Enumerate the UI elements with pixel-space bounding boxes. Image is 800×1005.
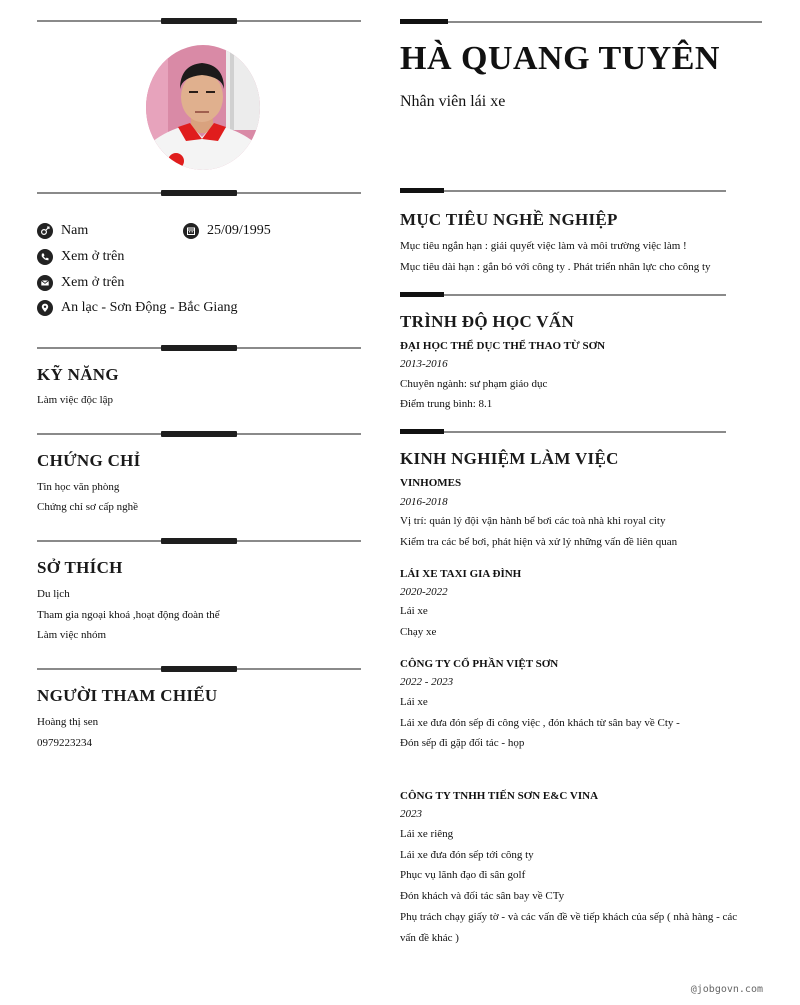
job-period: 2016-2018	[400, 496, 448, 508]
gender-row	[37, 223, 88, 239]
job-company: CÔNG TY TNHH TIẾN SƠN E&C VINA	[400, 790, 599, 802]
education-period: 2013-2016	[400, 358, 448, 370]
job-line: Phục vụ lãnh đạo đi sân golf	[400, 869, 526, 881]
references-title: NGƯỜI THAM CHIẾU	[37, 686, 218, 705]
phone-value: Xem ở trên	[61, 249, 125, 264]
job-line: Lái xe riêng	[400, 828, 454, 840]
job-line: Kiểm tra các bể bơi, phát hiện và xử lý những vấn đề liên quan	[400, 536, 678, 548]
hobby-item: Du lịch	[37, 588, 70, 600]
divider-experience	[400, 431, 726, 433]
education-line: Chuyên ngành: sư phạm giáo dục	[400, 378, 548, 390]
job-line: Vị trí: quản lý đội vận hành bể bơi các toà nhà khi royal city	[400, 515, 666, 527]
location-pin-icon	[37, 300, 53, 316]
job-line: Lái xe đưa đón sếp tới công ty	[400, 849, 534, 861]
job-company: LÁI XE TAXI GIA ĐÌNH	[400, 568, 522, 580]
education-line: Điểm trung bình: 8.1	[400, 398, 493, 410]
address-value: An lạc - Sơn Động - Bắc Giang	[61, 300, 238, 315]
candidate-name: HÀ QUANG TUYÊN	[400, 40, 720, 77]
job-position: Nhân viên lái xe	[400, 93, 506, 110]
job-line: Đón khách và đối tác sân bay về CTy	[400, 890, 565, 902]
school-name: ĐẠI HỌC THỂ DỤC THỂ THAO TỪ SƠN	[400, 340, 606, 352]
divider-references	[37, 668, 361, 670]
job-line: vấn đề khác )	[400, 932, 459, 944]
reference-item: Hoàng thị sen	[37, 716, 99, 728]
job-line: Lái xe	[400, 605, 428, 617]
divider-objective	[400, 190, 726, 192]
job-period: 2023	[400, 808, 422, 820]
hobbies-title: SỞ THÍCH	[37, 558, 123, 577]
birthday-row	[183, 223, 271, 239]
email-icon	[37, 275, 53, 291]
divider-education	[400, 294, 726, 296]
skill-item: Làm việc độc lập	[37, 394, 114, 406]
job-company: VINHOMES	[400, 477, 462, 489]
certificates-title: CHỨNG CHỈ	[37, 451, 141, 470]
divider-certificates	[37, 433, 361, 435]
email-row	[37, 275, 124, 291]
job-line: Chạy xe	[400, 626, 437, 638]
objective-title: MỤC TIÊU NGHỀ NGHIỆP	[400, 210, 618, 229]
job-line: Đón sếp đi gặp đối tác - họp	[400, 737, 525, 749]
divider-top-left	[37, 20, 361, 22]
certificate-item: Tin học văn phòng	[37, 481, 120, 493]
calendar-icon	[183, 223, 199, 239]
job-period: 2022 - 2023	[400, 676, 454, 688]
experience-title: KINH NGHIỆM LÀM VIỆC	[400, 449, 619, 468]
gender-icon	[37, 223, 53, 239]
job-period: 2020-2022	[400, 586, 448, 598]
certificate-item: Chứng chỉ sơ cấp nghề	[37, 501, 138, 513]
job-company: CÔNG TY CỔ PHẦN VIỆT SƠN	[400, 658, 559, 670]
divider-hobbies	[37, 540, 361, 542]
address-row	[37, 300, 238, 316]
hobby-item: Tham gia ngoại khoá ,hoạt động đoàn thể	[37, 609, 220, 621]
divider-top-right	[400, 21, 762, 23]
skills-title: KỸ NĂNG	[37, 365, 119, 384]
job-line: Lái xe	[400, 696, 428, 708]
hobby-item: Làm việc nhóm	[37, 629, 107, 641]
divider-below-avatar	[37, 192, 361, 194]
watermark: @jobgovn.com	[690, 984, 763, 995]
education-title: TRÌNH ĐỘ HỌC VẤN	[400, 312, 575, 331]
objective-item: Mục tiêu ngắn hạn : giải quyết việc làm và môi trường việc làm !	[400, 240, 687, 252]
divider-skills	[37, 347, 361, 349]
avatar	[146, 45, 260, 170]
gender-value: Nam	[61, 223, 89, 238]
phone-row	[37, 249, 124, 265]
objective-item: Mục tiêu dài hạn : gắn bó với công ty . Phát triển nhân lực cho công ty	[400, 261, 711, 273]
email-value: Xem ở trên	[61, 275, 125, 290]
reference-item: 0979223234	[37, 737, 92, 749]
job-line: Phụ trách chạy giấy tờ - và các vấn đề về tiếp khách của sếp ( nhà hàng - các	[400, 911, 738, 923]
phone-icon	[37, 249, 53, 265]
job-line: Lái xe đưa đón sếp đi công việc , đón khách từ sân bay về Cty -	[400, 717, 680, 729]
birthday-value: 25/09/1995	[207, 223, 271, 238]
